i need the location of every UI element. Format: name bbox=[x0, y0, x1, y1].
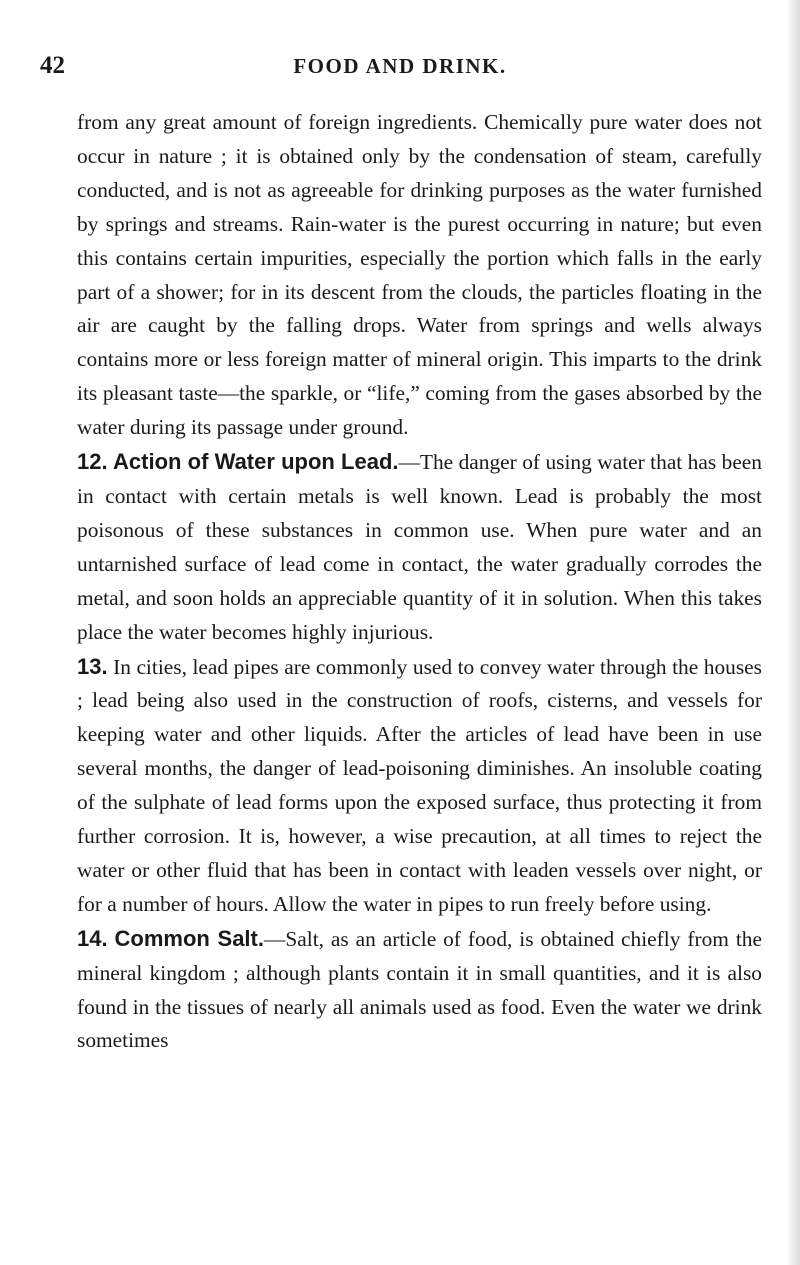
section-title: Action of Water upon Lead. bbox=[113, 449, 399, 475]
page-number: 42 bbox=[40, 52, 65, 79]
paragraph-text: —Salt, as an article of food, is obtained chiefly from the mineral kingdom ; although plants contain it in small quantities, and it is also found in the tissues of nearly all animals used as food. Even the water we drink sometimes bbox=[77, 926, 762, 1053]
section-title: Common Salt. bbox=[114, 925, 264, 951]
body-text bbox=[77, 106, 762, 1058]
paragraph-text: In cities, lead pipes are commonly used to convey water through the houses ; lead being also used in the construction of roofs, cisterns, and vessels for keeping water and other liquids. After the articles of lead have been in use several months, the danger of lead-poisoning diminishes. An insoluble coating of the sulphate of lead forms upon the exposed surface, thus protecting it from further corrosion. It is, however, a wise precaution, at all times to reject the water or other fluid that has been in contact with leaden vessels over night, or for a number of hours. Allow the water in pipes to run freely before using. bbox=[77, 654, 762, 916]
section-number: 14. bbox=[77, 925, 108, 951]
section-14-common-salt bbox=[77, 922, 762, 1059]
paragraph-text: from any great amount of foreign ingredients. Chemically pure water does not occur in nature ; it is obtained only by the condensation of steam, carefully conducted, and is not as agreeable for drinking purposes as the water furnished by springs and streams. Rain-water is the purest occurring in nature; but even this contains certain impurities, especially the portion which falls in the early part of a shower; for in its descent from the clouds, the particles floating in the air are caught by the falling drops. Water from springs and wells always contains more or less foreign matter of mineral origin. This imparts to the drink its pleasant taste—the sparkle, or “life,” coming from the gases absorbed by the water during its passage under ground. bbox=[77, 110, 762, 440]
page-header bbox=[40, 52, 760, 86]
section-number: 13. bbox=[77, 653, 108, 679]
running-title: FOOD AND DRINK. bbox=[293, 54, 507, 78]
paragraph-text: —The danger of using water that has been in contact with certain metals is well known. Lead is probably the most poisonous of these substances in common use. When pure water and an untarnished surface of lead come in contact, the water gradually corrodes the metal, and soon holds an appreciable quantity of it in solution. When this takes place the water becomes highly injurious. bbox=[77, 450, 762, 644]
page-edge-shadow bbox=[786, 0, 800, 1265]
section-13-lead-pipes bbox=[77, 650, 762, 922]
section-12-action-of-water-upon-lead bbox=[77, 445, 762, 649]
paragraph-water-purity bbox=[77, 106, 762, 445]
section-number: 12. bbox=[77, 449, 108, 475]
